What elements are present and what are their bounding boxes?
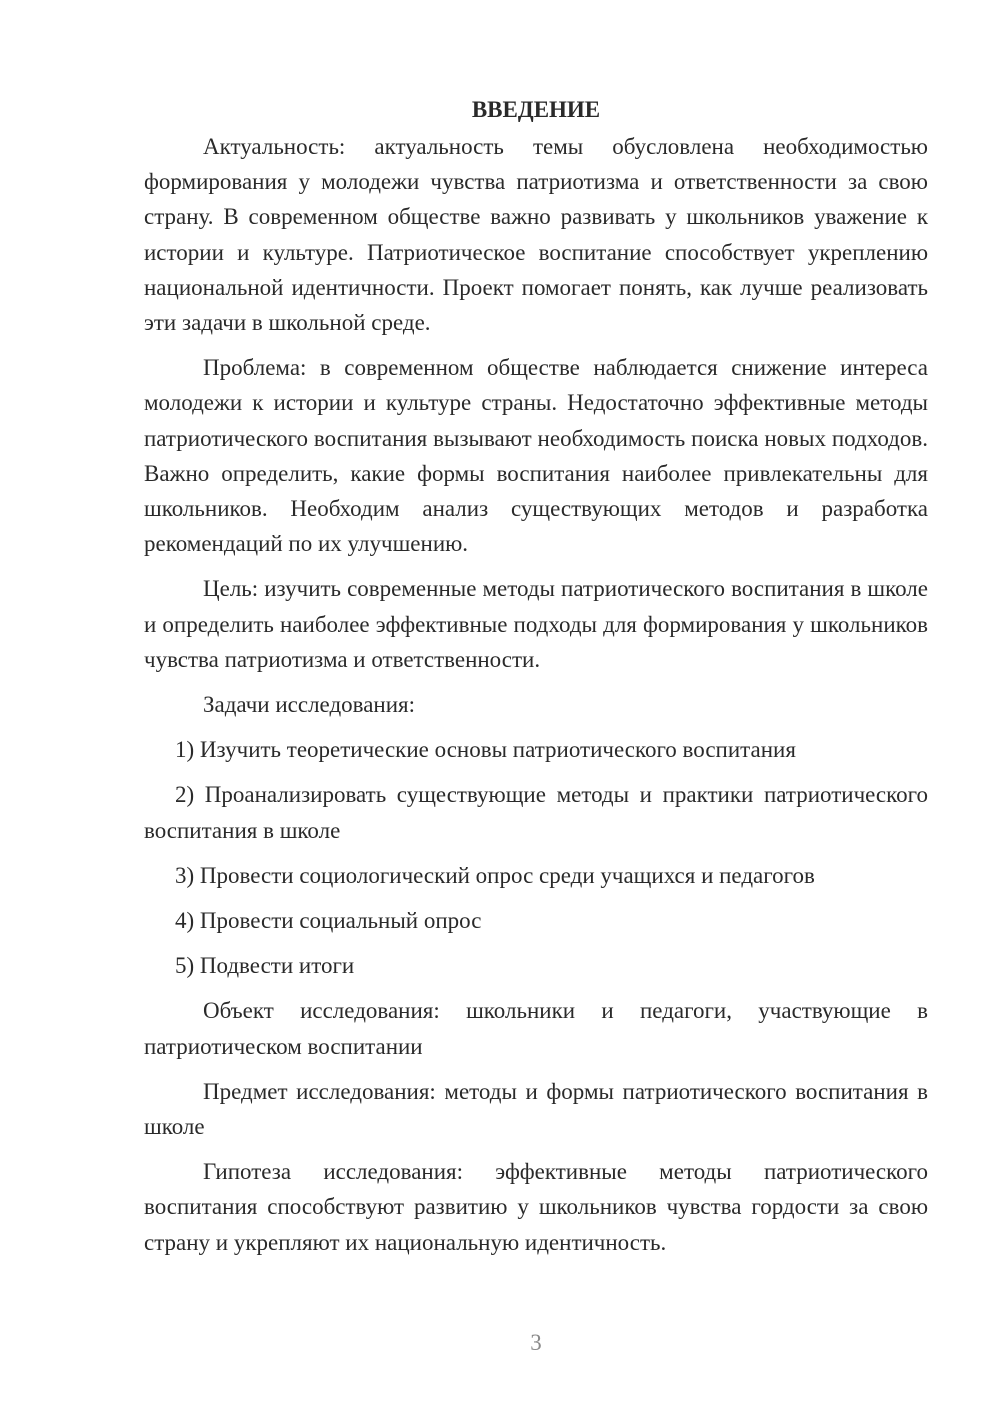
task-item-4: 4) Провести социальный опрос [175, 908, 482, 934]
hypothesis-paragraph: Гипотеза исследования: эффективные методы патриотического воспитания способствуют развитию у школьников чувства гордости за свою страну и укрепляют их национальную идентичность. [144, 1159, 928, 1255]
task-item-1: 1) Изучить теоретические основы патриотического воспитания [175, 737, 796, 763]
relevance-paragraph: Актуальность: актуальность темы обусловлена необходимостью формирования у молодежи чувства патриотизма и ответственности за свою страну. В современном обществе важно развивать у школьников уважение к истории и культуре. Патриотическое воспитание способствует укреплению национальной идентичности. Проект помогает понять, как лучше реализовать эти задачи в школьной среде. [144, 134, 928, 336]
research-subject-paragraph: Предмет исследования: методы и формы патриотического воспитания в школе [144, 1078, 928, 1140]
page-number: 3 [530, 1330, 542, 1355]
task-item-5: 5) Подвести итоги [175, 953, 355, 979]
task-item-2: 2) Проанализировать существующие методы и практики патриотического воспитания в школе [144, 782, 928, 843]
page-title: ВВЕДЕНИЕ [471, 97, 601, 122]
document-page [144, 92, 928, 1260]
task-item-3: 3) Провести социологический опрос среди учащихся и педагогов [175, 862, 815, 888]
problem-paragraph: Проблема: в современном обществе наблюдается снижение интереса молодежи к истории и культуре страны. Недостаточно эффективные методы патриотического воспитания вызывают необходимость поиска новых подходов. Важно определить, какие формы воспитания наиболее привлекательны для школьников. Необходим анализ существующих методов и разработка рекомендаций по их улучшению. [144, 355, 928, 557]
goal-paragraph: Цель: изучить современные методы патриотического воспитания в школе и определить наиболее эффективные подходы для формирования у школьников чувства патриотизма и ответственности. [144, 576, 928, 672]
tasks-heading: Задачи исследования: [203, 692, 416, 718]
research-object-paragraph: Объект исследования: школьники и педагоги, участвующие в патриотическом воспитании [144, 998, 928, 1059]
